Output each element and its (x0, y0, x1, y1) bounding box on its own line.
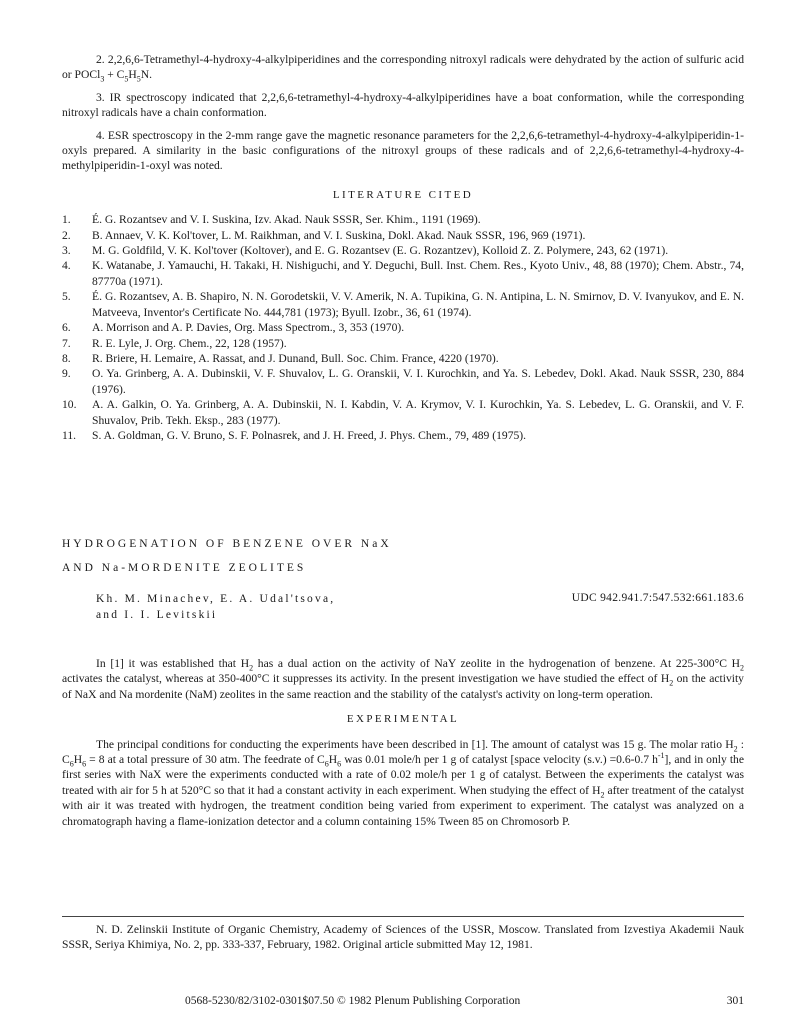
reference-item (62, 397, 744, 428)
authors-line-2: and I. I. Levitskii (96, 608, 218, 621)
experimental-heading: EXPERIMENTAL (346, 713, 460, 726)
reference-item (62, 336, 744, 351)
article-title-line-1: HYDROGENATION OF BENZENE OVER NaX (62, 538, 392, 550)
reference-item (62, 289, 744, 320)
reference-number: 6. (62, 321, 71, 335)
reference-number: 9. (62, 367, 71, 381)
article-body (62, 656, 744, 829)
conclusion-3: 3. IR spectroscopy indicated that 2,2,6,6-tetramethyl-4-hydroxy-4-alkylpiperidines have a boat conformation, while the corresponding nitroxyl radicals have a chain conformation. (62, 90, 744, 120)
reference-text: É. G. Rozantsev, A. B. Shapiro, N. N. Gorodetskii, V. V. Amerik, N. A. Tupikina, G. N. Antipina, L. N. Smirnov, D. V. Ivanyukov, and E. N. Matveeva, Inventor's Certificate No. 444,781 (1973); Byull. Izobr., 36, 61 (1974). (92, 290, 744, 319)
reference-number: 7. (62, 336, 71, 350)
reference-item (62, 428, 744, 443)
reference-text: B. Annaev, V. K. Kol'tover, L. M. Raikhman, and V. I. Suskina, Dokl. Akad. Nauk SSSR, 196, 969 (1971). (92, 228, 586, 242)
intro-paragraph: In [1] it was established that $H_2$ has a dual action on the activity of NaY zeolite in the hydrogenation of benzene. At 225-300°C $H_2$ activates the catalyst, whereas at 350-400°C it suppresses its activity. In the present investigation we have studied the effect of $H_2$ on the activity of NaX and Na mordenite (NaM) zeolites in the same reaction and the stability of the catalyst's activity on long-term operation. (62, 657, 744, 701)
reference-list (62, 212, 744, 443)
conclusion-2 (62, 52, 744, 83)
article-header (62, 537, 744, 623)
reference-item (62, 258, 744, 289)
reference-text: A. A. Galkin, O. Ya. Grinberg, A. A. Dubinskii, N. I. Kabdin, V. A. Krymov, V. I. Kurochkin, Ya. S. Lebedev, L. G. Oranskii, and V. F. Shuvalov, Prib. Tekh. Eksp., 283 (1977). (92, 398, 744, 427)
page-number: 301 (726, 995, 744, 1007)
reference-item (62, 228, 744, 243)
reference-item (62, 212, 744, 227)
footnote: N. D. Zelinskii Institute of Organic Chemistry, Academy of Sciences of the USSR, Moscow. Translated from Izvestiya Akademii Nauk SSSR, Seriya Khimiya, No. 2, pp. 333-337, February, 1982. Original article submitted May 12, 1981. (62, 923, 744, 952)
reference-text: R. Briere, H. Lemaire, A. Rassat, and J. Dunand, Bull. Soc. Chim. France, 4220 (1970). (92, 351, 499, 365)
byline (96, 591, 744, 623)
reference-item (62, 351, 744, 366)
conclusion-4: 4. ESR spectroscopy in the 2-mm range gave the magnetic resonance parameters for the 2,2,6,6-tetramethyl-4-hydroxy-4-alkylpiperidin-1-oxyls prepared. A similarity in the basic configurations of the nitroxyl groups of these radicals and of 2,2,6,6-tetramethyl-4-hydroxy-4-methylpiperidin-1-oxyl was noted. (62, 128, 744, 173)
reference-number: 3. (62, 244, 71, 258)
reference-number: 2. (62, 228, 71, 242)
reference-item (62, 366, 744, 397)
experimental-paragraph: The principal conditions for conducting the experiments have been described in [1]. The amount of catalyst was 15 g. The molar ratio $H_2$ : $C_6H_6 = 8$ at a total pressure of 30 atm. The feedrate of $C_6H_6$ was 0.01 mole/h per 1 g of catalyst [space velocity (s.v.) =0.6-0.7 $h^{-1}$], and in only the first series with NaX were the experiments conducted with a rate of 0.02 mole/h per 1 g of catalyst. Between the experiments the catalyst was treated with air for 5 h at 520°C so that it had a constant activity in each experiment. When studying the effect of $H_2$ after treatment of the catalyst with air it was treated with hydrogen, the treatment condition being varied from experiment to experiment. The catalyst was analyzed on a chromatograph having a flame-ionization detector and a column containing 15% Tween 85 on Chromosorb P. (62, 737, 745, 828)
footer-code: 0568-5230/82/3102-0301$07.50 © 1982 Plenum Publishing Corporation (185, 995, 521, 1007)
previous-article-section (62, 52, 744, 443)
reference-text: S. A. Goldman, G. V. Bruno, S. F. Polnasrek, and J. H. Freed, J. Phys. Chem., 79, 489 (1975). (92, 428, 527, 442)
footnote-rule (62, 916, 744, 917)
authors-line-1: Kh. M. Minachev, E. A. Udal'tsova, (96, 592, 336, 605)
literature-cited-heading: LITERATURE CITED (332, 188, 474, 201)
conclusion-2-text: 2. 2,2,6,6-Tetramethyl-4-hydroxy-4-alkylpiperidines and the corresponding nitroxyl radicals were dehydrated by the action of sulfuric acid or POCl$_3$ + $C_5H_5N$. (62, 53, 744, 84)
reference-text: K. Watanabe, J. Yamauchi, H. Takaki, H. Nishiguchi, and Y. Deguchi, Bull. Inst. Chem. Res., Kyoto Univ., 48, 88 (1970); Chem. Abstr., 74, 87770a (1971). (92, 259, 744, 288)
reference-number: 11. (62, 428, 77, 442)
reference-number: 4. (62, 259, 71, 273)
reference-item (62, 243, 744, 258)
reference-number: 8. (62, 351, 71, 365)
article-title-line-2: AND Na-MORDENITE ZEOLITES (62, 562, 307, 575)
reference-text: M. G. Goldfild, V. K. Kol'tover (Koltover), and E. G. Rozantsev (E. G. Rozantzev), Kolloid Z. Z. Polymere, 243, 62 (1971). (92, 244, 669, 258)
reference-number: 10. (62, 398, 77, 412)
reference-number: 5. (62, 290, 71, 304)
reference-text: R. E. Lyle, J. Org. Chem., 22, 128 (1957). (92, 336, 287, 350)
page-footer (185, 994, 744, 1009)
reference-text: A. Morrison and A. P. Davies, Org. Mass Spectrom., 3, 353 (1970). (92, 321, 405, 335)
reference-item (62, 320, 744, 335)
reference-text: O. Ya. Grinberg, A. A. Dubinskii, V. F. Shuvalov, L. G. Oranskii, V. I. Kurochkin, and Ya. S. Lebedev, Dokl. Akad. Nauk SSSR, 230, 884 (1976). (92, 367, 744, 396)
reference-text: É. G. Rozantsev and V. I. Suskina, Izv. Akad. Nauk SSSR, Ser. Khim., 1191 (1969). (92, 213, 481, 227)
reference-number: 1. (62, 213, 71, 227)
udc-code: UDC 942.941.7:547.532:661.183.6 (571, 591, 744, 604)
footnote-section (62, 916, 744, 953)
author-block (96, 591, 335, 623)
